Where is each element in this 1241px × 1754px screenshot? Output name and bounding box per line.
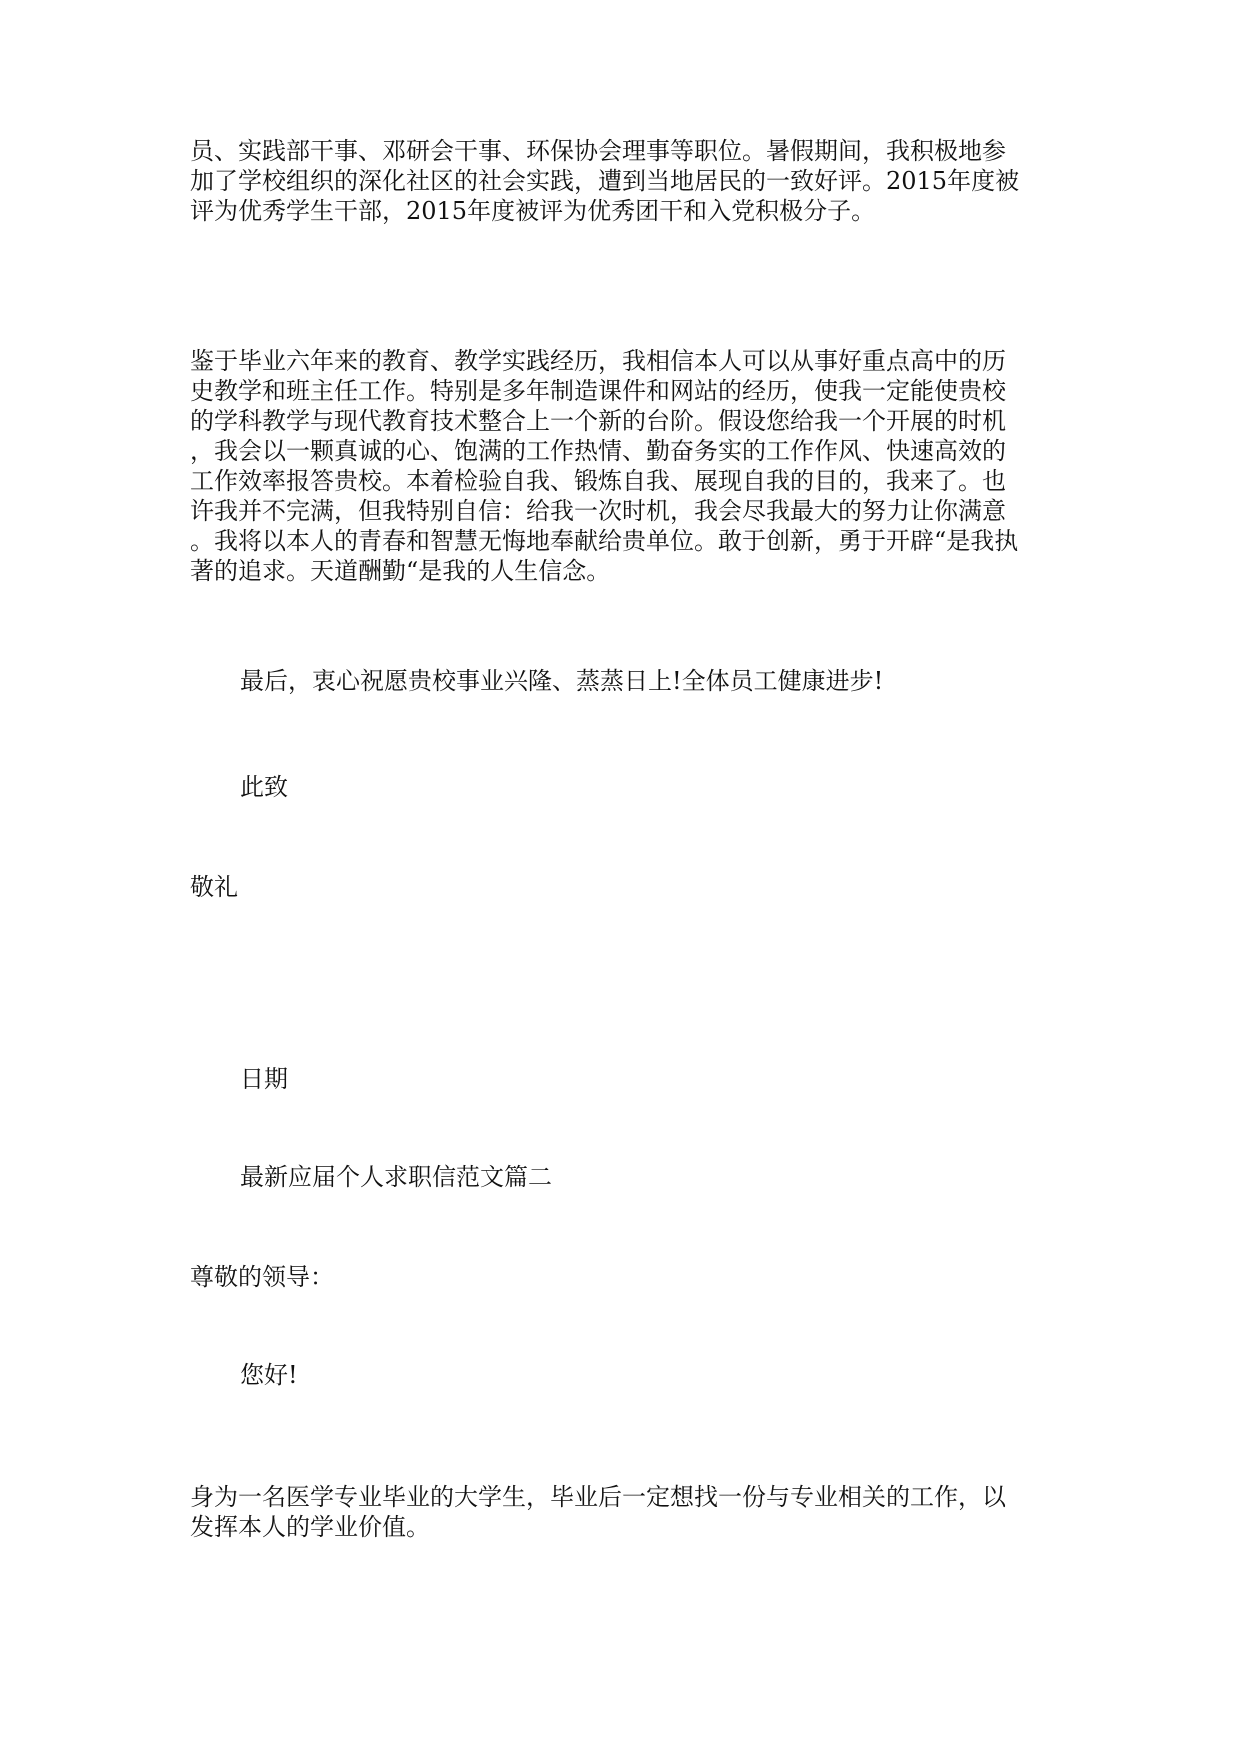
section-title: 最新应届个人求职信范文篇二: [240, 1163, 552, 1191]
hello-line: 您好!: [240, 1361, 298, 1389]
paragraph-2-line-2: 史教学和班主任工作。特别是多年制造课件和网站的经历，使我一定能使贵校: [190, 377, 1006, 405]
paragraph-1-line-2: 加了学校组织的深化社区的社会实践，遭到当地居民的一致好评。2015年度被: [190, 167, 1020, 195]
paragraph-2-line-7: 。我将以本人的青春和智慧无悔地奉献给贵单位。敢于创新，勇于开辟“是我执: [190, 527, 1019, 555]
date-label: 日期: [240, 1065, 288, 1093]
paragraph-3-line-2: 发挥本人的学业价值。: [190, 1513, 430, 1541]
salutation-jingli: 敬礼: [190, 873, 238, 901]
paragraph-3-line-1: 身为一名医学专业毕业的大学生，毕业后一定想找一份与专业相关的工作，以: [190, 1483, 1006, 1511]
greeting: 尊敬的领导：: [190, 1263, 334, 1291]
salutation-cizhi: 此致: [240, 773, 288, 801]
paragraph-2-line-4: ，我会以一颗真诚的心、饱满的工作热情、勤奋务实的工作作风、快速高效的: [190, 437, 1006, 465]
closing-wish: 最后，衷心祝愿贵校事业兴隆、蒸蒸日上!全体员工健康进步!: [240, 667, 884, 695]
paragraph-2-line-5: 工作效率报答贵校。本着检验自我、锻炼自我、展现自我的目的，我来了。也: [190, 467, 1006, 495]
paragraph-2-line-3: 的学科教学与现代教育技术整合上一个新的台阶。假设您给我一个开展的时机: [190, 407, 1006, 435]
paragraph-2-line-6: 许我并不完满，但我特别自信：给我一次时机，我会尽我最大的努力让你满意: [190, 497, 1006, 525]
paragraph-2-line-1: 鉴于毕业六年来的教育、教学实践经历，我相信本人可以从事好重点高中的历: [190, 347, 1006, 375]
paragraph-1-line-1: 员、实践部干事、邓研会干事、环保协会理事等职位。暑假期间，我积极地参: [190, 137, 1006, 165]
paragraph-1-line-3: 评为优秀学生干部，2015年度被评为优秀团干和入党积极分子。: [190, 197, 876, 225]
paragraph-2-line-8: 著的追求。天道酬勤“是我的人生信念。: [190, 557, 611, 585]
